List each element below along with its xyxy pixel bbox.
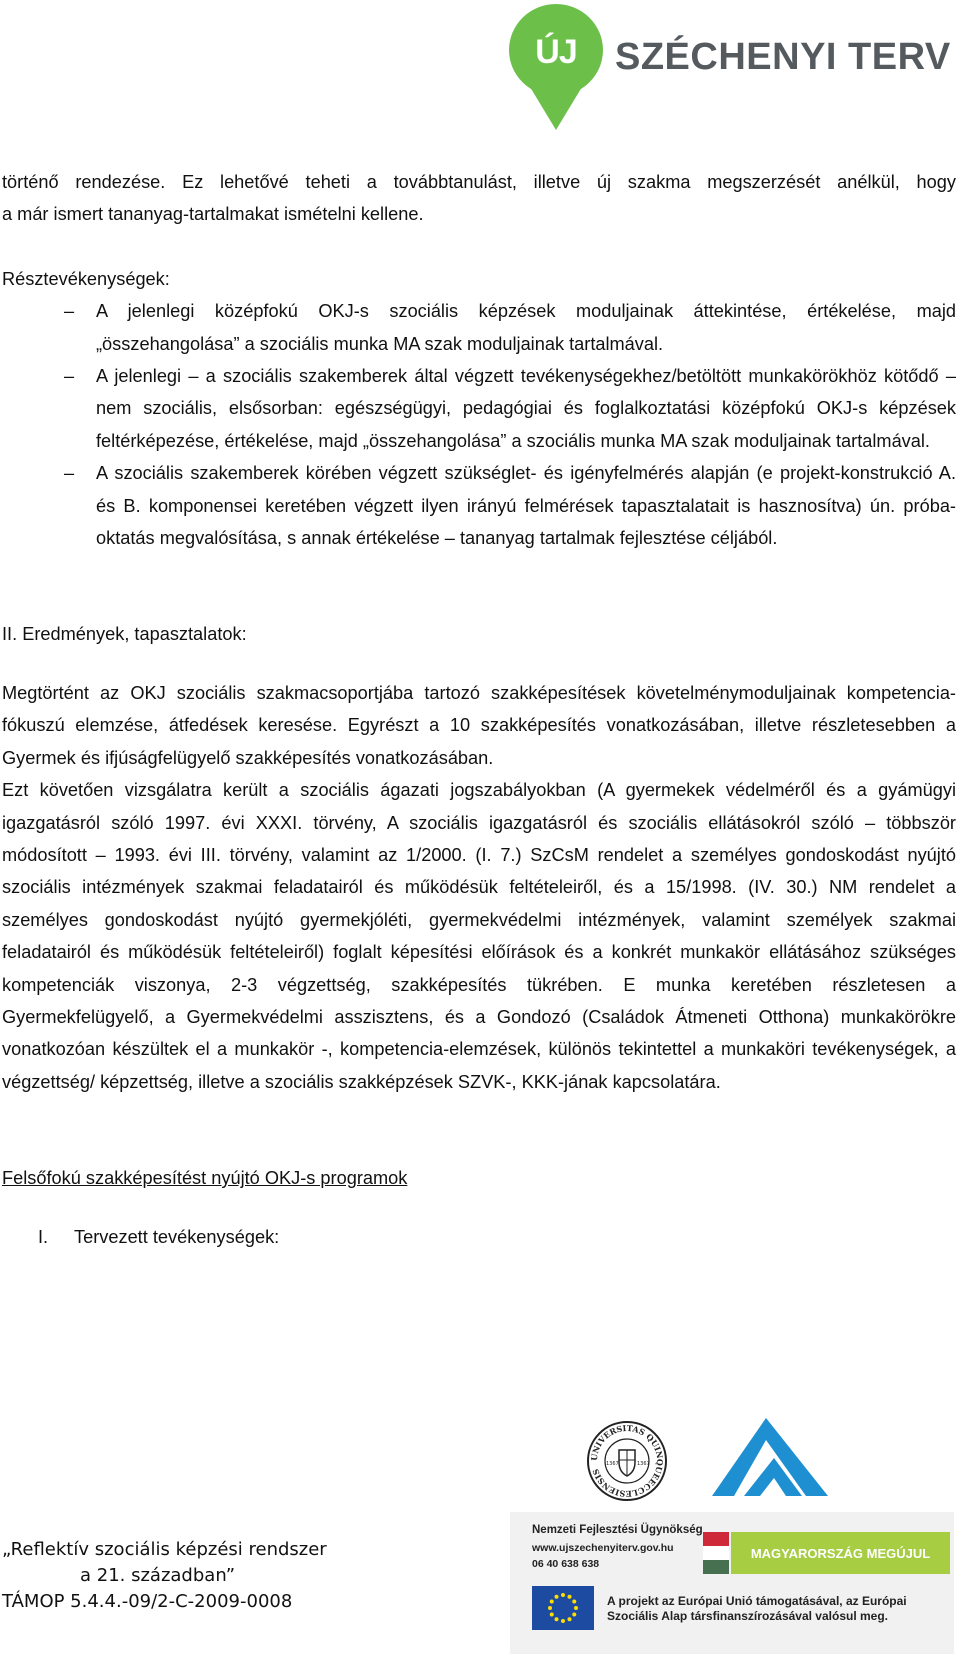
section-title: Felsőfokú szakképesítést nyújtó OKJ-s programok	[2, 1168, 408, 1189]
seal-year-left: 1367	[606, 1461, 619, 1467]
magyarorszag-megujul-banner: MAGYARORSZÁG MEGÚJUL	[731, 1532, 950, 1574]
eu-star-icon	[550, 1600, 554, 1604]
eu-funding-text: A projekt az Európai Unió támogatásával, az Európai Szociális Alap társfinanszírozásával valósul meg.	[607, 1594, 907, 1623]
project-title-line-1: „Reflektív szociális képzési rendszer	[2, 1539, 327, 1560]
project-code: TÁMOP 5.4.4.-09/2-C-2009-0008	[2, 1591, 293, 1612]
uj-szechenyi-terv-logo	[505, 2, 955, 142]
project-title-line-2: a 21. században”	[80, 1565, 236, 1586]
eu-star-icon	[550, 1613, 554, 1617]
nfu-phone: 06 40 638 638	[532, 1558, 600, 1570]
nfu-title: Nemzeti Fejlesztési Ügynökség	[532, 1524, 703, 1536]
eu-star-icon	[568, 1617, 572, 1621]
eu-flag-icon	[532, 1586, 594, 1630]
eu-star-icon	[555, 1595, 559, 1599]
funding-banner	[510, 1512, 954, 1654]
intro-line-2: a már ismert tananyag-tartalmakat ismételni kellene.	[2, 204, 424, 225]
seal-year-right: 1367	[637, 1461, 650, 1467]
hungarian-flag-icon	[703, 1532, 729, 1574]
subactivity-item	[2, 360, 956, 457]
eu-star-icon	[572, 1613, 576, 1617]
seal-ring-text: UNIVERSITAS QUINQUEECCLESIENSIS	[588, 1422, 666, 1500]
roman-numeral: I.	[38, 1226, 49, 1247]
mountain-logo-icon	[710, 1414, 830, 1498]
results-paragraph-1: Megtörtént az OKJ szociális szakmacsoportjába tartozó szakképesítések követelménymoduljainak kompetencia-fókuszú elemzése, átfedések keresése. Egyrészt a 10 szakképesítés vonatkozásában, illetve részletesebben a Gyermek és ifjúságfelügyelő szakképesítés vonatkozásában.	[2, 682, 956, 768]
document-body	[2, 166, 956, 1253]
dash-bullet: –	[63, 463, 75, 484]
subactivity-item	[2, 295, 956, 360]
planned-activities-label: Tervezett tevékenységek:	[74, 1226, 280, 1247]
eu-star-icon	[561, 1593, 565, 1597]
eu-star-icon	[572, 1600, 576, 1604]
nfu-website: www.ujszechenyiterv.gov.hu	[532, 1542, 674, 1554]
eu-star-icon	[568, 1595, 572, 1599]
eu-star-icon	[555, 1617, 559, 1621]
eu-star-icon	[574, 1606, 578, 1610]
subactivity-text: A szociális szakemberek körében végzett szükséglet- és igényfelmérés alapján (e projekt-konstrukció A. és B. komponensei keretében végzett ilyen irányú felmérések tapasztalatait is hasznosítva) ún. próba-oktatás megvalósítása, s annak értékelése – tananyag tartalmak fejlesztése céljából.	[96, 463, 956, 549]
location-pin-icon	[505, 2, 625, 142]
dash-bullet: –	[63, 366, 75, 387]
project-info	[2, 1537, 382, 1615]
results-heading: II. Eredmények, tapasztalatok:	[2, 624, 247, 645]
logo-wordmark: SZÉCHENYI TERV	[615, 36, 951, 78]
university-seal-icon	[586, 1420, 668, 1502]
subactivity-text: A jelenlegi – a szociális szakemberek által végzett tevékenységekhez/betöltött munkakörökhöz kötődő – nem szociális, elsősorban: egészségügyi, pedagógiai és foglalkoztatási középfokú OKJ-s képzések feltérképezése, értékelése, majd „összehangolása” a szociális munka MA szak moduljainak tartalmával.	[96, 366, 956, 451]
logo-uj-text: ÚJ	[535, 33, 577, 71]
dash-bullet: –	[63, 301, 75, 322]
planned-activities-heading	[2, 1221, 956, 1253]
eu-star-icon	[548, 1606, 552, 1610]
eu-star-icon	[561, 1619, 565, 1623]
subactivities-title: Résztevékenységek:	[2, 268, 170, 289]
subactivity-item	[2, 457, 956, 554]
results-paragraph-2: Ezt követően vizsgálatra került a szociális ágazati jogszabályokban (A gyermekek védelméről és a gyámügyi igazgatásról szóló 1997. évi XXXI. törvény, A szociális igazgatásról és szociális ellátásokról szóló – többször módosított – 1993. évi III. törvény, valamint az 1/2000. (I. 7.) SzCsM rendelet a személyes gondoskodást nyújtó szociális intézmények szakmai feladatairól és működésük feltételeiről, és a 15/1998. (IV. 30.) NM rendelet a személyes gondoskodást nyújtó gyermekjóléti, gyermekvédelmi intézmények, valamint személyek szakmai feladatairól és működésük feltételeiről) foglalt képesítési előírások és a konkrét munkakör ellátásához szükséges kompetenciák viszonya, 2-3 végzettség, szakképesítés tükrében. E munka keretében részletesen a Gyermekfelügyelő, a Gyermekvédelmi asszisztens, és a Gondozó (Családok Átmeneti Otthona) munkakörökre vonatkozóan készültek el a munkakör -, kompetencia-elemzések, különös tekintettel a munkaköri tevékenységek, a végzettség/ képzettség, illetve a szociális szakképzések SZVK-, KKK-jának kapcsolatára.	[2, 780, 956, 1092]
intro-line-1: történő rendezése. Ez lehetővé teheti a továbbtanulást, illetve új szakma megszerzését anélkül, hogy	[2, 172, 956, 192]
subactivity-text: A jelenlegi középfokú OKJ-s szociális képzések moduljainak áttekintése, értékelése, majd „összehangolása” a szociális munka MA szak moduljainak tartalmával.	[96, 301, 956, 354]
